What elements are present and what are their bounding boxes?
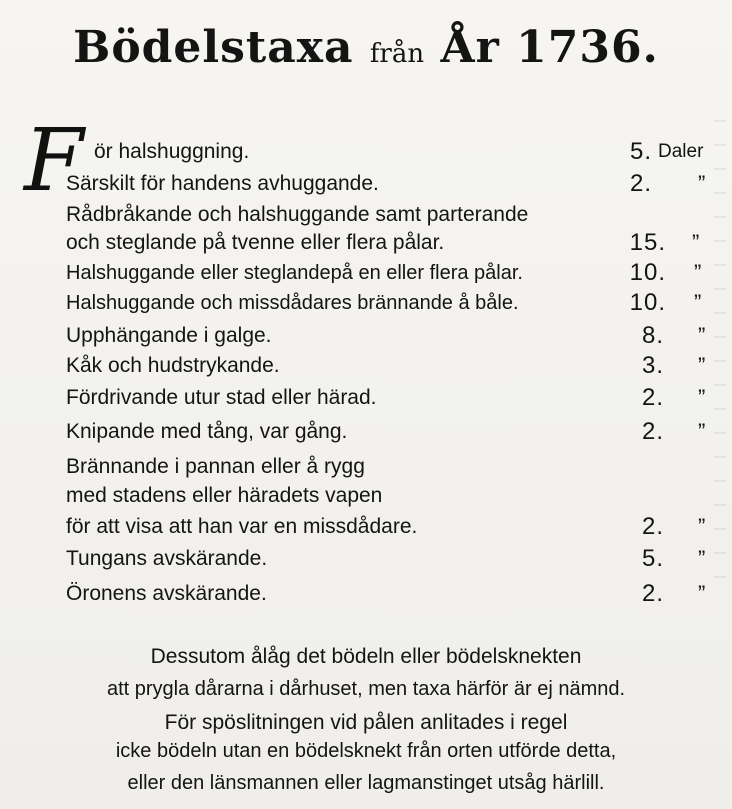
fee-unit: ” — [694, 260, 702, 285]
fee-row — [0, 257, 732, 289]
fee-text: Särskilt för handens avhuggande. — [66, 172, 379, 195]
fee-text: Tungans avskärande. — [66, 547, 268, 570]
fee-unit: ” — [698, 385, 706, 410]
fee-row — [0, 227, 732, 259]
fee-row — [0, 287, 732, 319]
fee-text: Brännande i pannan eller å rygg — [66, 455, 365, 478]
fee-text: Rådbråkande och halshuggande samt parterande — [66, 203, 529, 226]
fee-row — [0, 136, 732, 168]
fee-row — [0, 543, 732, 575]
fee-row — [0, 416, 732, 448]
fee-text: Halshuggande och missdådares brännande å båle. — [66, 292, 519, 314]
fee-text: ör halshuggning. — [94, 140, 250, 163]
fee-unit: ” — [694, 290, 702, 315]
footnote-line: Dessutom ålåg det bödeln eller bödelsknekten — [150, 645, 582, 668]
fee-amount: 2. — [641, 513, 664, 540]
fee-text: för att visa att han var en missdådare. — [66, 515, 418, 538]
fee-text: Upphängande i galge. — [66, 324, 272, 347]
fee-row — [0, 350, 732, 382]
fee-row — [0, 168, 732, 200]
title-word-2: från — [369, 39, 425, 69]
footnote-line: att prygla dårarna i dårhuset, men taxa härför är ej nämnd. — [106, 678, 626, 700]
fee-text: Fördrivande utur stad eller härad. — [66, 386, 377, 409]
fee-unit: ” — [698, 514, 706, 539]
fee-row — [0, 382, 732, 414]
fee-amount: 5. — [641, 545, 664, 572]
fee-text: Öronens avskärande. — [66, 582, 267, 605]
fee-row — [0, 578, 732, 610]
footnote-line: icke bödeln utan en bödelsknekt från orten utförde detta, — [115, 740, 617, 762]
fee-unit: ” — [698, 171, 706, 196]
fee-text: Knipande med tång, var gång. — [66, 420, 348, 443]
fee-unit: ” — [698, 323, 706, 348]
fee-unit: ” — [698, 419, 706, 444]
fee-amount: 10. — [629, 259, 666, 286]
fee-amount: 8. — [641, 322, 664, 349]
fee-unit: ” — [698, 353, 706, 378]
fee-row — [0, 320, 732, 352]
title-word-1: Bödelstaxa — [73, 22, 354, 73]
footnote-line: För spöslitningen vid pålen anlitades i regel — [164, 711, 568, 734]
fee-amount: 2. — [641, 384, 664, 411]
fee-amount: 2. — [641, 418, 664, 445]
fee-unit: ” — [698, 581, 706, 606]
fee-unit: ” — [692, 230, 700, 255]
footnote-line: eller den länsmannen eller lagmanstinget utsåg härlill. — [127, 772, 605, 794]
fee-row — [0, 511, 732, 543]
fee-row — [0, 480, 732, 512]
fee-text: Kåk och hudstrykande. — [66, 354, 280, 377]
fee-unit: Daler — [658, 141, 704, 162]
fee-amount: 5. — [629, 138, 652, 165]
fee-row — [0, 451, 732, 483]
fee-text: och steglande på tvenne eller flera pålar. — [66, 231, 445, 254]
fee-text: Halshuggande eller steglandepå en eller flera pålar. — [66, 262, 523, 284]
fee-amount: 15. — [629, 229, 666, 256]
fee-amount: 2. — [629, 170, 652, 197]
fee-amount: 2. — [641, 580, 664, 607]
fee-text: med stadens eller häradets vapen — [66, 484, 383, 507]
fee-unit: ” — [698, 546, 706, 571]
drop-cap: F — [24, 111, 84, 211]
fee-amount: 3. — [641, 352, 664, 379]
title-word-3: År 1736. — [440, 22, 659, 73]
fee-amount: 10. — [629, 289, 666, 316]
